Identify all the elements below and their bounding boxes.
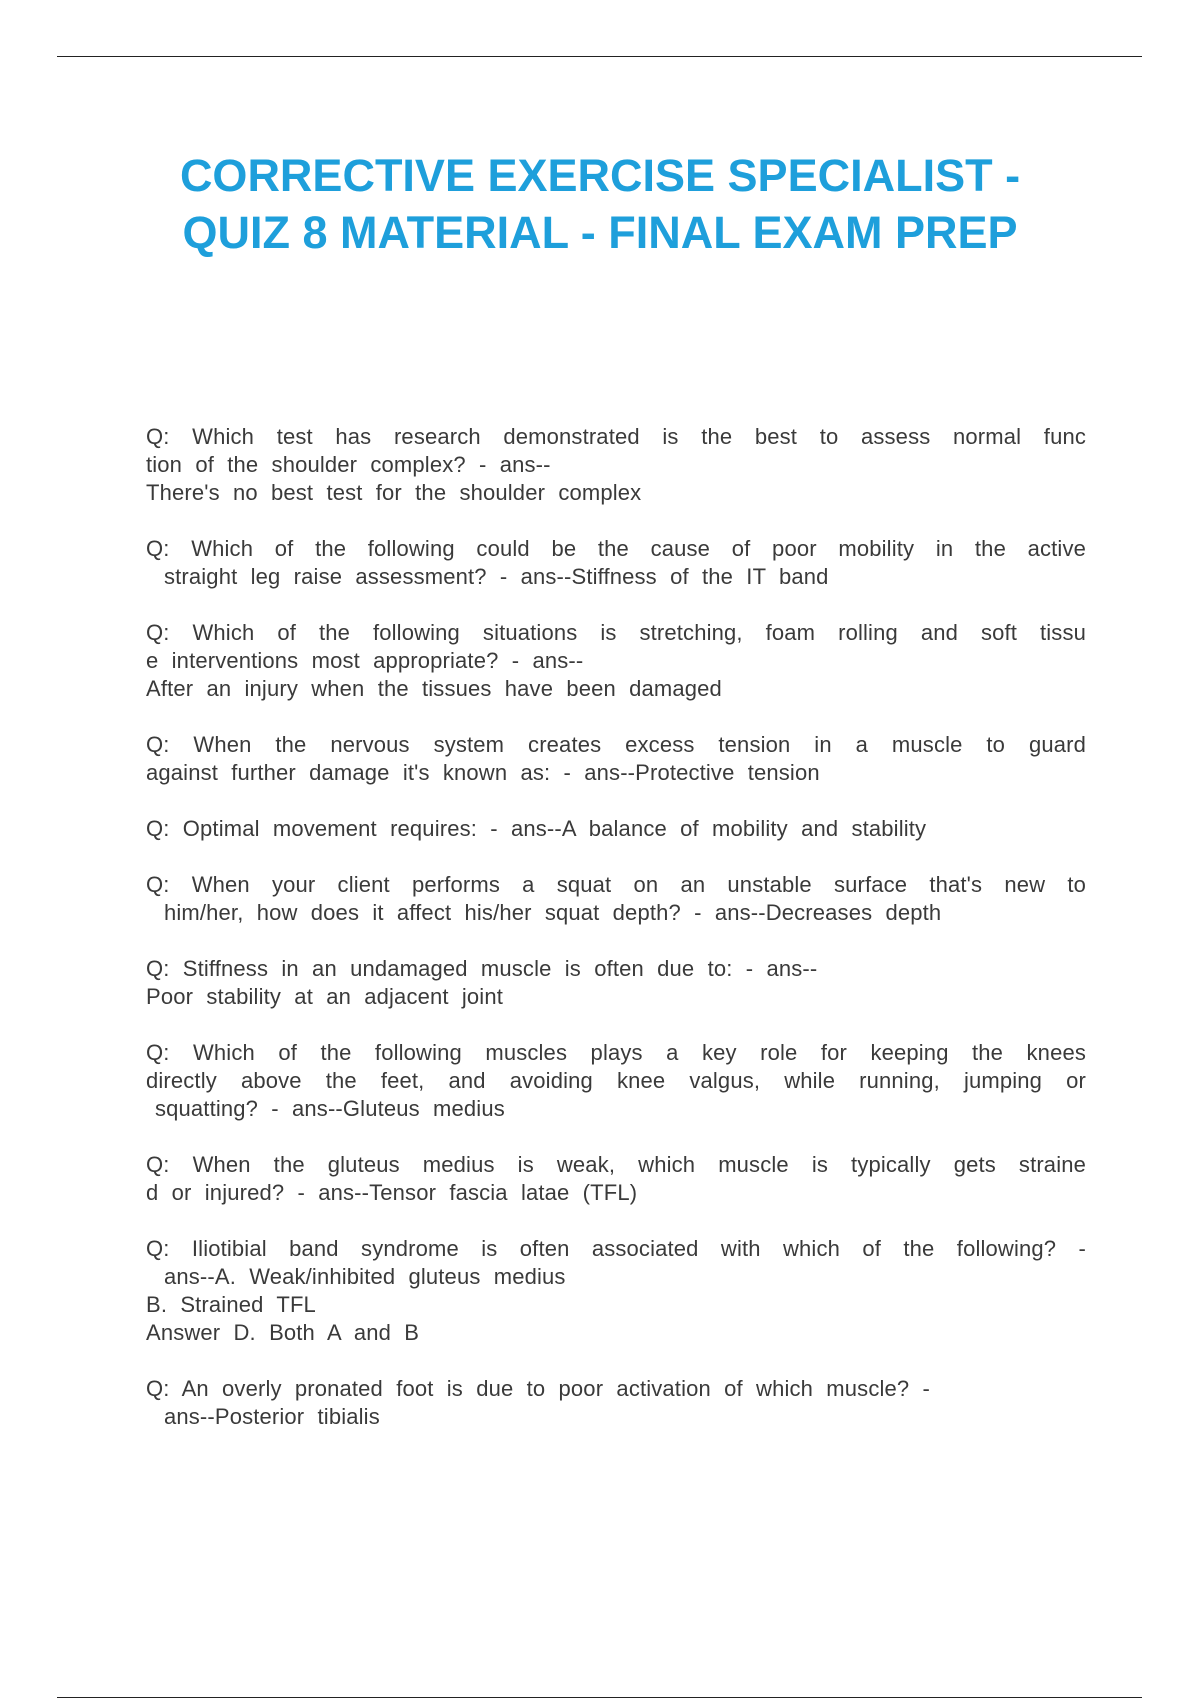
qa-line: Q: Stiffness in an undamaged muscle is often due to: - ans-- xyxy=(146,956,818,981)
qa-item xyxy=(146,955,1086,1011)
qa-line: Q: When the nervous system creates excess tension in a muscle to guard xyxy=(146,732,1086,757)
title-line-2: QUIZ 8 MATERIAL - FINAL EXAM PREP xyxy=(182,207,1018,258)
qa-line: Answer D. Both A and B xyxy=(146,1320,420,1345)
page-title xyxy=(100,147,1100,261)
top-rule xyxy=(57,56,1142,57)
qa-line: Q: Iliotibial band syndrome is often associated with which of the following? - xyxy=(146,1236,1086,1261)
qa-line: Q: Which test has research demonstrated is the best to assess normal func xyxy=(146,424,1086,449)
title-line-1: CORRECTIVE EXERCISE SPECIALIST - xyxy=(179,150,1021,201)
qa-line: Q: When the gluteus medius is weak, which muscle is typically gets straine xyxy=(146,1152,1086,1177)
qa-line: ans--Posterior tibialis xyxy=(164,1404,380,1429)
qa-line: B. Strained TFL xyxy=(146,1292,316,1317)
qa-item xyxy=(146,871,1086,927)
qa-line: Q: Which of the following muscles plays a key role for keeping the knees xyxy=(146,1040,1086,1065)
qa-line: tion of the shoulder complex? - ans-- xyxy=(146,452,551,477)
qa-item xyxy=(146,1151,1086,1207)
qa-line: ans--A. Weak/inhibited gluteus medius xyxy=(164,1264,566,1289)
bottom-rule xyxy=(57,1697,1142,1698)
qa-item xyxy=(146,1039,1086,1123)
qa-list xyxy=(146,423,1086,1459)
qa-item xyxy=(146,815,1086,843)
qa-line: d or injured? - ans--Tensor fascia latae (TFL) xyxy=(146,1180,638,1205)
qa-line: After an injury when the tissues have been damaged xyxy=(146,676,722,701)
qa-line: him/her, how does it affect his/her squat depth? - ans--Decreases depth xyxy=(164,900,942,925)
qa-line: Q: When your client performs a squat on an unstable surface that's new to xyxy=(146,872,1086,897)
qa-line: directly above the feet, and avoiding knee valgus, while running, jumping or xyxy=(146,1068,1086,1093)
qa-item xyxy=(146,1375,1086,1431)
qa-line: against further damage it's known as: - ans--Protective tension xyxy=(146,760,820,785)
qa-line: Q: An overly pronated foot is due to poor activation of which muscle? - xyxy=(146,1376,931,1401)
qa-line: Poor stability at an adjacent joint xyxy=(146,984,503,1009)
qa-line: squatting? - ans--Gluteus medius xyxy=(155,1096,505,1121)
qa-line: There's no best test for the shoulder complex xyxy=(146,480,642,505)
qa-item xyxy=(146,423,1086,507)
qa-line: straight leg raise assessment? - ans--Stiffness of the IT band xyxy=(164,564,829,589)
qa-item xyxy=(146,731,1086,787)
qa-item xyxy=(146,1235,1086,1347)
qa-item xyxy=(146,535,1086,591)
qa-line: Q: Which of the following could be the cause of poor mobility in the active xyxy=(146,536,1086,561)
qa-line: Q: Which of the following situations is stretching, foam rolling and soft tissu xyxy=(146,620,1086,645)
qa-line: e interventions most appropriate? - ans-- xyxy=(146,648,584,673)
qa-line: Q: Optimal movement requires: - ans--A balance of mobility and stability xyxy=(146,816,927,841)
qa-item xyxy=(146,619,1086,703)
